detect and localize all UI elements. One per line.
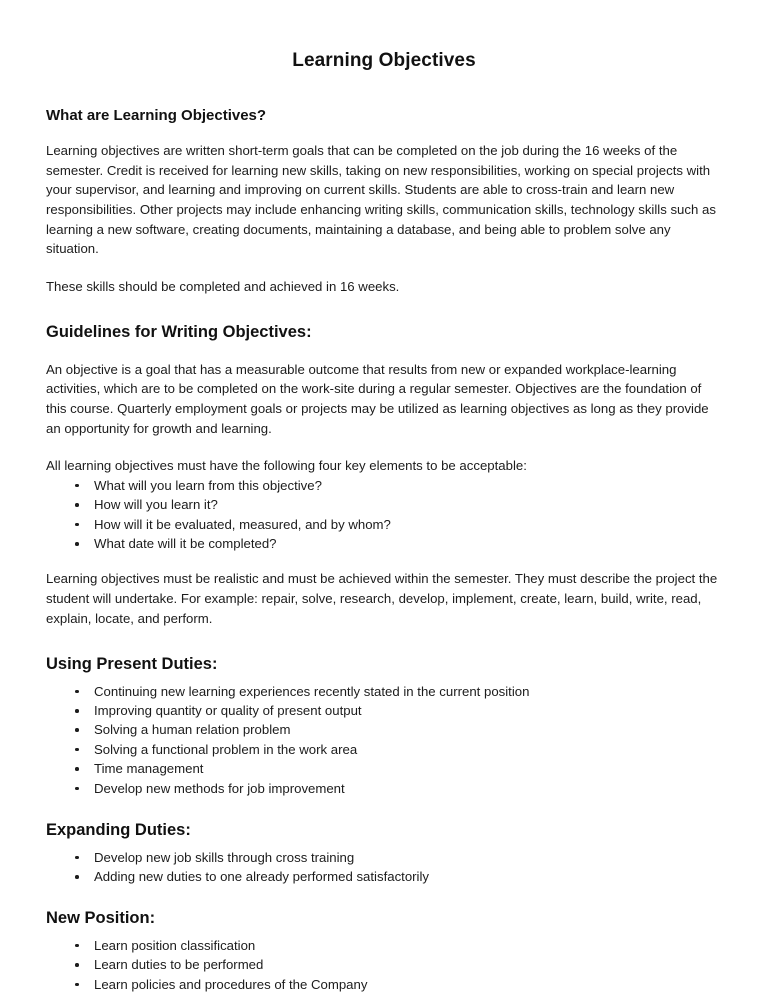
list-item [46,759,722,778]
bullet-dot-icon [75,690,79,694]
spacer [46,73,722,106]
heading-new-position: New Position: [46,909,156,928]
bullet-dot-icon [75,856,79,860]
heading-using-present-duties: Using Present Duties: [46,655,218,674]
bullet-dot-icon [75,767,79,771]
list-key-elements [46,476,722,554]
bullet-dot-icon [75,542,79,546]
list-item-label: Learn duties to be performed [94,957,264,973]
list-item [46,848,722,867]
bullet-dot-icon [75,709,79,713]
spacer [46,344,722,360]
list-item [46,936,722,955]
heading-guidelines-for-writing-objectives: Guidelines for Writing Objectives: [46,323,312,342]
list-item-label: Continuing new learning experiences recently stated in the current position [94,683,530,699]
bullet-dot-icon [75,787,79,791]
paragraph-what-are-intro: Learning objectives are written short-term goals that can be completed on the job during the 16 weeks of the semester. Credit is received for learning new skills, taking on new responsibilities, working on special projects with your supervisor, and learning and improving on current skills. Students are able to cross-train and learn new responsibilities. Other projects may include enhancing writing skills, communication skills, technology skills such as learning a new software, creating documents, maintaining a database, and being able to problem solve any situation. [46,143,716,257]
list-item-label: What will you learn from this objective? [94,477,322,493]
paragraph-realistic-objectives: Learning objectives must be realistic and must be achieved within the semester. They must describe the project the student will undertake. For example: repair, solve, research, develop, implement, create, learn, build, write, read, explain, locate, and perform. [46,571,718,626]
spacer [46,125,722,141]
list-item [46,975,722,994]
bullet-dot-icon [75,748,79,752]
list-item-label: Improving quantity or quality of present output [94,703,362,719]
bullet-dot-icon [75,728,79,732]
paragraph-key-elements-intro: All learning objectives must have the following four key elements to be acceptable: [46,458,527,474]
bullet-dot-icon [75,944,79,948]
spacer [46,553,722,569]
list-item [46,867,722,886]
bullet-dot-icon [75,484,79,488]
list-item [46,476,722,495]
list-using-present-duties [46,682,722,798]
list-item-label: How will you learn it? [94,497,218,513]
list-item [46,515,722,534]
list-item [46,534,722,553]
list-item [46,682,722,701]
list-item-label: What date will it be completed? [94,536,277,552]
page-title: Learning Objectives [292,50,476,71]
list-item [46,701,722,720]
list-item-label: Solving a human relation problem [94,722,291,738]
list-item [46,495,722,514]
spacer [46,259,722,277]
list-item [46,779,722,798]
paragraph-sixteen-weeks: These skills should be completed and achieved in 16 weeks. [46,278,400,294]
bullet-dot-icon [75,875,79,879]
list-item-label: Time management [94,761,204,777]
list-item-label: Solving a functional problem in the work area [94,741,358,757]
bullet-dot-icon [75,503,79,507]
list-item-label: Learn position classification [94,937,256,953]
heading-expanding-duties: Expanding Duties: [46,821,191,840]
spacer [46,438,722,456]
list-item [46,955,722,974]
paragraph-objective-definition: An objective is a goal that has a measurable outcome that results from new or expanded workplace-learning activities, which are to be completed on the work-site during a regular semester. Objectives are the foundation of this course. Quarterly employment goals or projects may be utilized as learning objectives as long as they provide an opportunity for growth and learning. [46,361,709,436]
list-item-label: Develop new methods for job improvement [94,780,345,796]
list-item-label: Develop new job skills through cross training [94,849,355,865]
bullet-dot-icon [75,983,79,987]
list-item-label: How will it be evaluated, measured, and by whom? [94,516,391,532]
spacer [46,628,722,654]
spacer [46,798,722,820]
bullet-dot-icon [75,523,79,527]
spacer [46,296,722,322]
list-item-label: Learn policies and procedures of the Company [94,976,368,992]
bullet-dot-icon [75,963,79,967]
list-expanding-duties [46,848,722,887]
spacer [46,886,722,908]
heading-what-are-learning-objectives: What are Learning Objectives? [46,106,267,124]
list-new-position [46,936,722,994]
list-item-label: Adding new duties to one already performed satisfactorily [94,868,429,884]
list-item [46,740,722,759]
list-item [46,720,722,739]
